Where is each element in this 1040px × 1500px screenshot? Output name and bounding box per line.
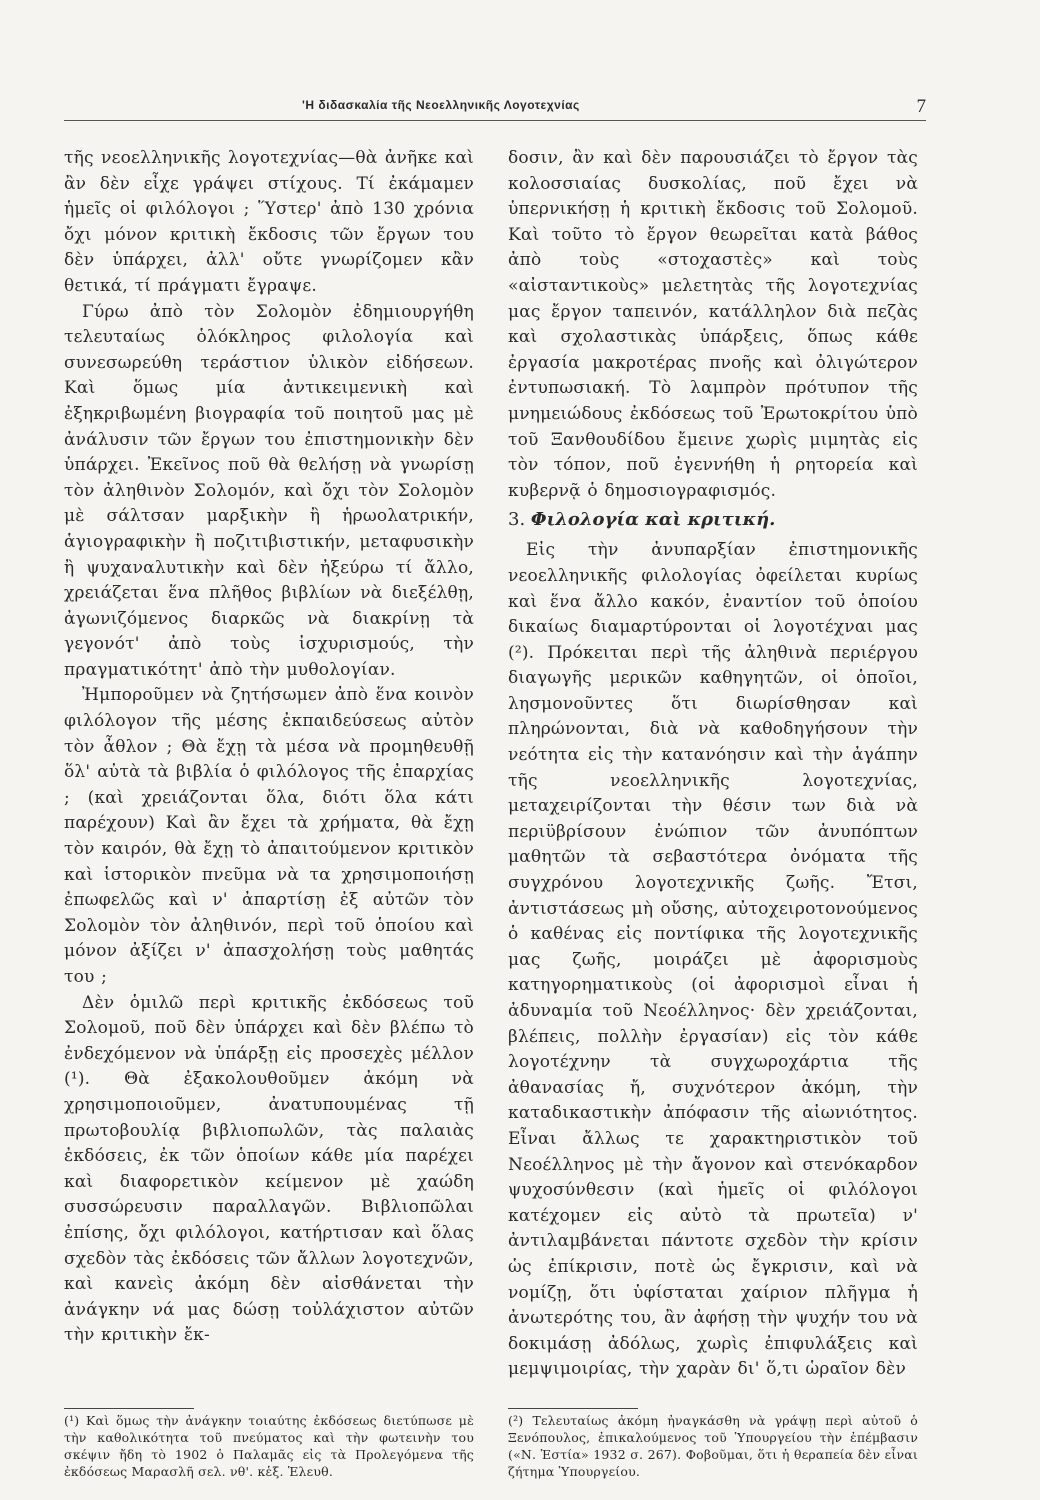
right-column — [508, 146, 918, 1383]
section-heading — [508, 506, 918, 534]
running-title: 'Η διδασκαλία τῆς Νεοελληνικῆς Λογοτεχνίας — [302, 98, 580, 112]
footnote-rule-left — [64, 1408, 194, 1409]
section-number: 3. — [508, 509, 526, 531]
footnote-2: (²) Τελευταίως ἀκόμη ἠναγκάσθη νὰ γράψῃ περὶ αὐτοῦ ὁ Ξενόπουλος, ἐπικαλούμενος τοῦ Ὑπουργείου τὴν ἐπέμβασιν («Ν. Ἑστία» 1932 σ. 267). Φοβοῦμαι, ὅτι ἡ θεραπεία δὲν εἶναι ζήτημα Ὑπουργείου. — [508, 1413, 918, 1479]
footnote-1: (¹) Καὶ ὅμως τὴν ἀνάγκην τοιαύτης ἐκδόσεως διετύπωσε μὲ τὴν καθολικότητα τοῦ πνεύματος καὶ τὴν φωτεινὴν του σκέψιν ἤδη τὸ 1902 ὁ Παλαμᾶς εἰς τὰ Προλεγόμενα τῆς ἐκδόσεως Μαρασλῆ σελ. νθ'. κἑξ. Ἑλευθ. — [64, 1413, 474, 1479]
left-column — [64, 146, 474, 1349]
header-rule — [64, 120, 926, 121]
right-paragraph-2: Εἰς τὴν ἀνυπαρξίαν ἐπιστημονικῆς νεοελληνικῆς φιλολογίας ὀφείλεται κυρίως καὶ ἕνα ἄλλο κακόν, ἐναντίον τοῦ ὁποίου δικαίως διαμαρτύρονται οἱ λογοτέχναι μας (²). Πρόκειται περὶ τῆς ἀληθινὰ περιέργου διαγωγῆς μερικῶν καθηγητῶν, οἱ ὁποῖοι, λησμονοῦντες ὅτι διωρίσθησαν καὶ πληρώνονται, διὰ νὰ καθοδηγήσουν τὴν νεότητα εἰς τὴν κατανόησιν καὶ τὴν ἀγάπην τῆς νεοελληνικῆς λογοτεχνίας, μεταχειρίζονται τὴν θέσιν των διὰ νὰ περιϋβρίσουν ἐνώπιον τῶν ἀνυπόπτων μαθητῶν τὰ σεβαστότερα ὀνόματα τῆς συγχρόνου λογοτεχνικῆς ζωῆς. Ἔτσι, ἀντιστάσεως μὴ οὔσης, αὐτοχειροτονούμενος ὁ καθένας εἰς ποντίφικα τῆς λογοτεχνικῆς μας ζωῆς, μοιράζει μὲ ἀφορισμοὺς κατηγορηματικοὺς (οἱ ἀφορισμοὶ εἶναι ἡ ἀδυναμία τοῦ Νεοέλληνος· δὲν χρειάζονται, βλέπεις, πολλὴν ἐργασίαν) εἰς τὸν κάθε λογοτέχνην τὰ συγχωροχάρτια τῆς ἀθανασίας ἤ, συχνότερον ἀκόμη, τὴν καταδικαστικὴν ἀπόφασιν τῆς αἰωνιότητος. Εἶναι ἄλλως τε χαρακτηριστικὸν τοῦ Νεοέλληνος μὲ τὴν ἄγονον καὶ στενόκαρδον ψυχοσύνθεσιν (καὶ ἡμεῖς οἱ φιλόλογοι κατέχομεν εἰς αὐτὸ τὰ πρωτεῖα) ν' ἀντιλαμβάνεται πάντοτε σχεδὸν τὴν κρίσιν ὡς ἐπίκρισιν, ποτὲ ὡς ἔγκρισιν, καὶ νὰ νομίζῃ, ὅτι ὑφίσταται χαίριον πλῆγμα ἡ ἀνωτερότης του, ἂν ἀφήσῃ τὴν ψυχήν του νὰ δοκιμάσῃ ἀδόλως, χωρὶς ἐπιφυλάξεις καὶ μεμψιμοιρίας, τὴν χαρὰν δι' ὅ,τι ὡραῖον δὲν — [508, 540, 918, 1380]
section-title: Φιλολογία καὶ κριτική. — [530, 509, 776, 531]
left-paragraph-2: Γύρω ἀπὸ τὸν Σολομὸν ἐδημιουργήθη τελευταίως ὁλόκληρος φιλολογία καὶ συνεσωρεύθη τεράστιον ὑλικὸν εἰδήσεων. Καὶ ὅμως μία ἀντικειμενικὴ καὶ ἐξηκριβωμένη βιογραφία τοῦ ποιητοῦ μας μὲ ἀνάλυσιν τῶν ἔργων του ἐπιστημονικὴν δὲν ὑπάρχει. Ἐκεῖνος ποῦ θὰ θελήσῃ νὰ γνωρίσῃ τὸν ἀληθινὸν Σολομόν, καὶ ὄχι τὸν Σολομὸν μὲ σάλτσαν μαρξικὴν ἢ ἡρωολατρικήν, ἁγιογραφικὴν ἢ ποζιτιβιστικήν, μεταφυσικὴν ἢ ψυχαναλυτικὴν καὶ δὲν ἠξεύρω τί ἄλλο, χρειάζεται ἕνα πλῆθος βιβλίων νὰ διεξέλθῃ, ἀγωνιζόμενος διαρκῶς νὰ διακρίνῃ τὰ γεγονότ' ἀπὸ τοὺς ἰσχυρισμούς, τὴν πραγματικότητ' ἀπὸ τὴν μυθολογίαν. — [64, 301, 474, 680]
footnote-rule-right — [508, 1408, 638, 1409]
left-paragraph-1: τῆς νεοελληνικῆς λογοτεχνίας—θὰ ἀνῆκε καὶ ἂν δὲν εἶχε γράψει στίχους. Τί ἐκάμαμεν ἡμεῖς οἱ φιλόλογοι ; Ὕστερ' ἀπὸ 130 χρόνια ὄχι μόνον κριτικὴ ἔκδοσις τῶν ἔργων του δὲν ὑπάρχει, ἀλλ' οὔτε γνωρίζομεν κἂν θετικά, τί πράγματι ἔγραψε. — [64, 148, 474, 296]
right-paragraph-1: δοσιν, ἂν καὶ δὲν παρουσιάζει τὸ ἔργον τὰς κολοσσιαίας δυσκολίας, ποῦ ἔχει νὰ ὑπερνικήσῃ ἡ κριτικὴ ἔκδοσις τοῦ Σολομοῦ. Καὶ τοῦτο τὸ ἔργον θεωρεῖται κατὰ βάθος ἀπὸ τοὺς «στοχαστὲς» καὶ τοὺς «αἰσταντικοὺς» μελετητὰς τῆς λογοτεχνίας μας ἔργον ταπεινόν, κατάλληλον διὰ πεζὰς καὶ σχολαστικὰς ὑπάρξεις, ὅπως κάθε ἐργασία μακροτέρας πνοῆς καὶ ὀλιγώτερον ἐντυπωσιακή. Τὸ λαμπρὸν πρότυπον τῆς μνημειώδους ἐκδόσεως τοῦ Ἐρωτοκρίτου ὑπὸ τοῦ Ξανθουδίδου ἔμεινε χωρὶς μιμητὰς εἰς τὸν τόπον, ποῦ ἐγεννήθη ἡ ρητορεία καὶ κυβερνᾷ ὁ δημοσιογραφισμός. — [508, 148, 918, 501]
left-paragraph-4: Δὲν ὁμιλῶ περὶ κριτικῆς ἐκδόσεως τοῦ Σολομοῦ, ποῦ δὲν ὑπάρχει καὶ δὲν βλέπω τὸ ἐνδεχόμενον νὰ ὑπάρξῃ εἰς προσεχὲς μέλλον (¹). Θὰ ἐξακολουθοῦμεν ἀκόμη νὰ χρησιμοποιοῦμεν, ἀνατυπουμένας τῇ πρωτοβουλίᾳ βιβλιοπωλῶν, τὰς παλαιὰς ἐκδόσεις, ἐκ τῶν ὁποίων κάθε μία παρέχει καὶ διαφορετικὸν κείμενον μὲ χαώδη συσσώρευσιν παραλλαγῶν. Βιβλιοπῶλαι ἐπίσης, ὄχι φιλόλογοι, κατήρτισαν καὶ ὅλας σχεδὸν τὰς ἐκδόσεις τῶν ἄλλων λογοτεχνῶν, καὶ κανεὶς ἀκόμη δὲν αἰσθάνεται τὴν ἀνάγκην νά μας δώσῃ τοὐλάχιστον αὐτῶν τὴν κριτικὴν ἔκ- — [64, 992, 474, 1346]
page-number: 7 — [916, 96, 926, 117]
running-header — [64, 96, 926, 126]
right-footnotes — [508, 1412, 918, 1480]
left-paragraph-3: Ἠμποροῦμεν νὰ ζητήσωμεν ἀπὸ ἕνα κοινὸν φιλόλογον τῆς μέσης ἐκπαιδεύσεως αὐτὸν τὸν ἆθλον ; Θὰ ἔχῃ τὰ μέσα νὰ προμηθευθῇ ὅλ' αὐτὰ τὰ βιβλία ὁ φιλόλογος τῆς ἐπαρχίας ; (καὶ χρειάζονται ὅλα, διότι ὅλα κάτι παρέχουν) Καὶ ἂν ἔχει τὰ χρήματα, θὰ ἔχῃ τὸν καιρόν, θὰ ἔχῃ τὸ ἀπαιτούμενον κριτικὸν καὶ ἱστορικὸν πνεῦμα νὰ τα χρησιμοποιήσῃ ἐπωφελῶς καὶ ν' ἀπαρτίσῃ ἐξ αὐτῶν τὸν Σολομὸν τὸν ἀληθινόν, περὶ τοῦ ὁποίου καὶ μόνον ἀξίζει ν' ἀπασχολήσῃ τοὺς μαθητάς του ; — [64, 685, 474, 987]
left-footnotes — [64, 1412, 474, 1480]
